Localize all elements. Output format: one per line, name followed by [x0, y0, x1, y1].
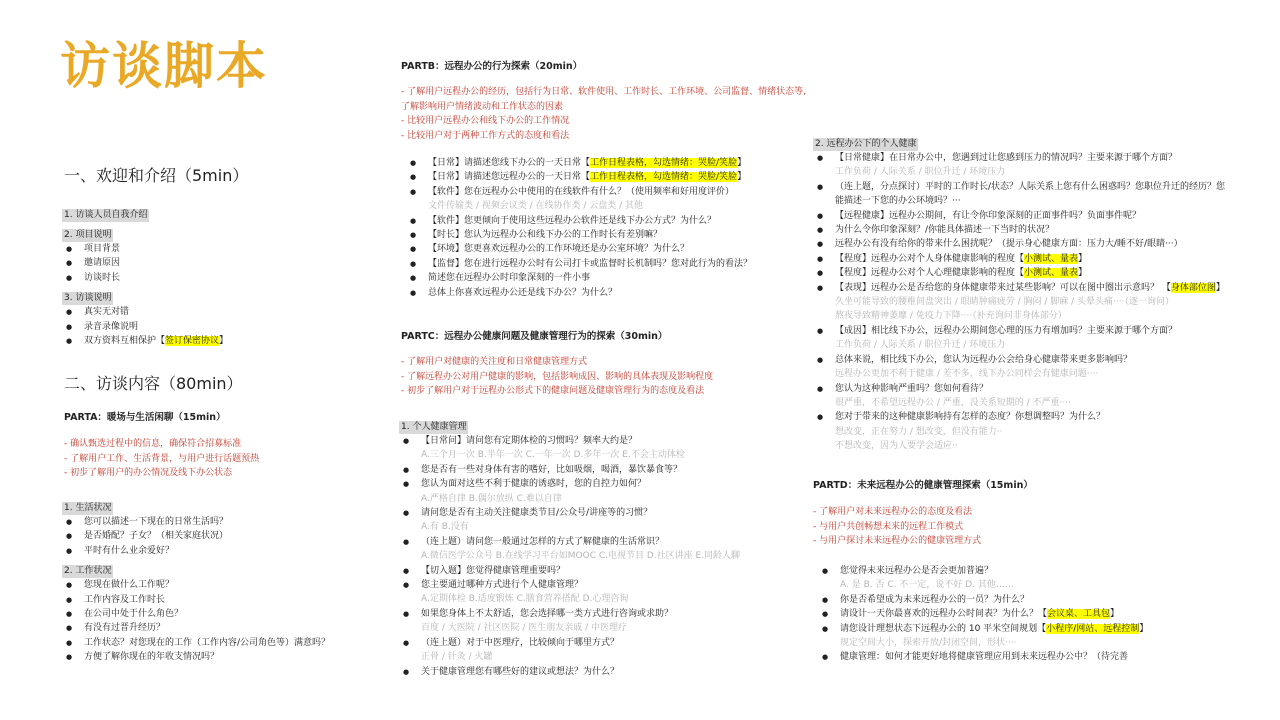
- item-text: 有没有过晋升经历？: [84, 623, 166, 634]
- hint-line: 工作负荷 / 人际关系 / 职位升迁 / 环境压力: [835, 340, 1006, 351]
- partb-goals: [401, 85, 806, 143]
- list-item: [62, 320, 372, 334]
- item-text: 邀请原因: [84, 258, 121, 269]
- item-text: 【程度】远程办公对个人心理健康影响的程度【: [835, 268, 1025, 279]
- list-item: [399, 607, 809, 621]
- item-text: 关于健康管理您有哪些好的建议或想法？为什么？: [421, 666, 620, 677]
- bullet-list: [62, 578, 382, 664]
- list-item: [406, 170, 806, 184]
- item-text-tail: 】: [737, 172, 747, 183]
- goal-line: - 比较用户远程办公和线下办公的工作情况: [401, 116, 570, 126]
- list-item: [399, 665, 809, 679]
- list-item: [818, 564, 1273, 578]
- hint-line: 文件传输类 / 视频会议类 / 在线协作类 / 云盘类 / 其他: [428, 201, 644, 212]
- item-text: 你是否希望成为未来远程办公的一员？为什么？: [840, 594, 1030, 605]
- item-text: 【日常】请描述您线下办公的一天日常【: [428, 158, 591, 168]
- list-item: [813, 266, 1273, 280]
- list-item: [818, 607, 1273, 621]
- item-text: 在公司中处于什么角色？: [84, 609, 184, 620]
- list-item: [399, 463, 809, 477]
- hint-line: A.严格自律 B.偶尔放纵 C.难以自律: [421, 493, 562, 504]
- item-text: 【日常健康】在日常办公中，您遇到过让您感到压力的情况吗？主要来源于哪个方面？: [835, 153, 1178, 163]
- goal-line: - 了解用户工作、生活背景，与用户进行话题预热: [64, 453, 260, 464]
- item-text: 是否婚配？子女？（相关家庭状况）: [84, 531, 229, 542]
- partb-title: PARTB：远程办公的行为探索（20min）: [401, 61, 583, 72]
- bullet-list: [62, 305, 372, 348]
- section-row: [399, 414, 809, 434]
- item-text: 平时有什么业余爱好？: [84, 545, 175, 556]
- item-text: 您是否有一些对身体有害的嗜好，比如吸烟，喝酒，暴饮暴食等？: [421, 464, 683, 475]
- list-item: [399, 434, 809, 448]
- item-text-tail: 】: [1078, 253, 1088, 264]
- bullet-list: [62, 515, 382, 558]
- list-item: [813, 180, 1273, 194]
- section-row: [62, 495, 382, 515]
- item-text-tail: 】: [1215, 282, 1225, 293]
- list-item: [62, 636, 382, 650]
- hint-line: A.定期体检 B.适度锻炼 C.膳食营养搭配 D.心理咨询: [421, 594, 629, 605]
- list-item: [62, 650, 382, 664]
- list-item: [813, 281, 1273, 295]
- item-text: 【切入题】您觉得健康管理重要吗？: [421, 565, 566, 576]
- partc-title: PARTC：远程办公健康问题及健康管理行为的探索（30min）: [401, 331, 668, 342]
- item-text: 双方资料互相保护【: [84, 336, 166, 347]
- list-item: [62, 256, 372, 270]
- item-text: 工作内容及工作时长: [84, 594, 166, 605]
- list-item: [813, 223, 1273, 237]
- highlight-tag: 小测试、量表: [1024, 253, 1079, 264]
- list-item: [399, 506, 809, 520]
- list-item: [399, 564, 809, 578]
- item-text: 【日常问】请问您有定期体检的习惯吗？频率大约是？: [421, 436, 638, 446]
- hint-line: 不想改变，因为人要学会适应··: [835, 441, 958, 452]
- goal-line: - 了解用户远程办公的经历，包括行为日常、软件使用、工作时长、工作环境、公司监督、情绪状态等,: [401, 87, 806, 97]
- partc-goals: [401, 355, 713, 399]
- goal-line: - 初步了解用户的办公情况及线下办公状态: [64, 468, 233, 478]
- parta-list: [62, 495, 382, 665]
- highlight-tag: 会议桌、工具包: [1047, 609, 1111, 620]
- goal-line: - 比较用户对于两种工作方式的态度和看法: [401, 130, 570, 141]
- item-text: （连上题）请问您一般通过怎样的方式了解健康的生活常识？: [421, 536, 665, 547]
- page-title: 访谈脚本: [60, 37, 268, 95]
- item-text: 请问您是否有主动关注健康类节目/公众号/讲座等的习惯？: [421, 508, 653, 519]
- item-text: 远程办公有没有给你的带来什么困扰呢？（提示身心健康方面：压力大/睡不好/眼睛···）: [835, 239, 1183, 250]
- list-item: [399, 477, 809, 491]
- section-label: 1. 访谈人员自我介绍: [64, 210, 148, 220]
- list-item: [818, 622, 1273, 636]
- section-label: 2. 远程办公下的个人健康: [815, 139, 917, 149]
- section-label: 3. 访谈说明: [64, 293, 112, 304]
- item-text: 健康管理：如何才能更好地将健康管理应用到未来远程办公中？（待完善: [840, 652, 1129, 663]
- item-text: 真实无对错: [84, 307, 130, 318]
- item-text: 【软件】您在远程办公中使用的在线软件有什么？（使用频率和好用度评价）: [428, 186, 735, 197]
- list-item: [62, 271, 372, 285]
- highlight-tag: 工作日程表格，勾选情绪：哭脸/笑脸: [590, 172, 738, 183]
- item-text: 为什么令你印象深刻？/你能具体描述一下当时的状况？: [835, 225, 1055, 236]
- item-text: 【软件】您更倾向于使用这些远程办公软件还是线下办公方式？为什么？: [428, 215, 717, 226]
- section1-heading: 一、欢迎和介绍（5min）: [64, 166, 249, 185]
- item-text: 请设计一天你最喜欢的远程办公时间表？为什么？【: [840, 609, 1048, 620]
- item-text: 【监督】您在进行远程办公时有公司打卡或监督时长机制吗？您对此行为的看法？: [428, 258, 753, 269]
- section1-list: [62, 202, 372, 348]
- list-item: [406, 185, 806, 199]
- item-text: 总体来说，相比线下办公，您认为远程办公会给身心健康带来更多影响吗？: [835, 354, 1133, 365]
- section-label: 1. 生活状况: [64, 503, 112, 513]
- list-item: [62, 334, 372, 348]
- item-text-tail: 】: [1139, 623, 1149, 634]
- hint-line: A.三个月一次 B.半年一次 C.一年一次 D.多年一次 E.不会主动体检: [421, 450, 685, 461]
- item-text: 简述您在远程办公时印象深刻的一件小事: [428, 273, 591, 284]
- hint-line: A.微信医学公众号 B.在线学习平台如MOOC C.电视节目 D.社区讲座 E.同龄人聊: [421, 551, 741, 562]
- list-item: [818, 593, 1273, 607]
- item-text: 【环境】您更喜欢远程办公的工作环境还是办公室环境？为什么？: [428, 244, 690, 255]
- section2-heading: 二、访谈内容（80min）: [64, 374, 243, 393]
- hint-line: 远程办公更加不利于健康 / 差不多，线下办公同样会有健康问题····: [835, 369, 1099, 380]
- list-item: [62, 607, 382, 621]
- list-item: [62, 593, 382, 607]
- list-item: [813, 237, 1273, 251]
- goal-line: - 确认甄选过程中的信息，确保符合招募标准: [64, 439, 242, 449]
- hint-line: 很严重，不希望远程办公 / 严重，没关系短期的 / 不严重····: [835, 397, 1071, 408]
- list-item: [62, 242, 372, 256]
- item-text: 【日常】请描述您远程办公的一天日常【: [428, 172, 591, 183]
- item-text: 【成因】相比线下办公，远程办公期间您心理的压力有增加吗？主要来源于哪个方面？: [835, 325, 1178, 336]
- bullet-list: [406, 156, 806, 300]
- list-item: [406, 214, 806, 228]
- parta-goals: [64, 437, 259, 481]
- list-item: [399, 636, 809, 650]
- item-text: 您认为面对这些不利于健康的诱惑时，您的自控力如何？: [421, 479, 647, 490]
- highlight-tag: 小程序/网站、远程控制: [1046, 623, 1140, 634]
- section-row: [62, 558, 382, 578]
- item-text-tail: 】: [1110, 609, 1120, 620]
- partd-title: PARTD：未来远程办公的健康管理探索（15min）: [813, 480, 1033, 491]
- item-text: 【表现】远程办公是否给您的身体健康带来过某些影响？可以在图中圈出示意吗？ 【: [835, 282, 1171, 293]
- list-item: [406, 228, 806, 242]
- item-text: 工作状态？对您现在的工作（工作内容/公司角色等）满意吗？: [84, 637, 331, 648]
- highlight-tag: 工作日程表格，勾选情绪：哭脸/笑脸: [590, 158, 738, 168]
- highlight-tag: 身体部位图: [1170, 282, 1216, 293]
- item-text: （连上题，分点探讨）平时的工作时长/状态？人际关系上您有什么困惑吗？您职位升迁的经历？您: [835, 181, 1226, 192]
- hint-line: A.有 B.没有: [421, 522, 469, 533]
- section-label: 1. 个人健康管理: [401, 422, 467, 432]
- item-text: 【远程健康】远程办公期间，有让令你印象深刻的正面事件吗？负面事件呢？: [835, 210, 1142, 221]
- section-label: 2. 工作状况: [64, 566, 112, 577]
- partd-goals: [813, 505, 981, 549]
- item-text: 【时长】您认为远程办公和线下办公的工作时长有差别嘛？: [428, 230, 663, 241]
- highlight-tag: 小测试、量表: [1024, 268, 1079, 279]
- item-text-tail: 】: [219, 336, 229, 347]
- item-text: 总体上你喜欢远程办公还是线下办公？为什么？: [428, 287, 618, 298]
- list-item: [62, 305, 372, 319]
- bullet-list: [399, 434, 809, 679]
- list-item: [813, 382, 1273, 396]
- section-row: [813, 131, 1273, 151]
- list-item: [406, 286, 806, 300]
- list-item: [406, 242, 806, 256]
- list-item: [62, 515, 382, 529]
- hint-line: 久坐可能导致的腰椎间盘突出 / 眼睛肿痛疲劳 / 胸闷 / 脚麻 / 头晕头痛····（逐一询问）: [835, 297, 1174, 308]
- item-text: 您可以描述一下现在的日常生活吗？: [84, 517, 229, 527]
- goal-line: - 与用户共创畅想未来的远程工作模式: [813, 521, 964, 532]
- section-label: 2. 项目说明: [64, 230, 112, 240]
- section-row: [62, 285, 372, 305]
- hint-line: 百度 / 大医院 / 社区医院 / 医生朋友亲戚 / 中医理疗: [421, 623, 628, 634]
- item-text: 方便了解你现在的年收支情况吗？: [84, 652, 220, 663]
- goal-line: - 初步了解用户对于远程办公形式下的健康问题及健康管理行为的态度及看法: [401, 386, 705, 396]
- hint-line: 想改变，正在努力 / 想改变，但没有能力··: [835, 426, 1003, 437]
- list-item: [399, 578, 809, 592]
- list-item: [62, 578, 382, 592]
- bullet-list: [62, 242, 372, 285]
- section-row: [62, 202, 372, 222]
- item-text: 您对于带来的这种健康影响持有怎样的态度？你想调整吗？为什么？: [835, 412, 1106, 423]
- list-item: [406, 271, 806, 285]
- item-text: 您现在做什么工作呢？: [84, 580, 175, 591]
- item-text: 录音录像说明: [84, 321, 139, 332]
- list-item: [399, 535, 809, 549]
- item-text: 【程度】远程办公对个人身体健康影响的程度【: [835, 253, 1025, 264]
- goal-line: - 与用户探讨未来远程办公的健康管理方式: [813, 536, 982, 546]
- continuation-line: 能描述一下您的办公环境吗？···: [835, 196, 961, 207]
- item-text-tail: 】: [1078, 268, 1088, 279]
- hint-line: 熬夜导致精神萎靡 / 免疫力下降····（补充询问非身体部分）: [835, 311, 1067, 322]
- goal-line: - 了解远程办公对用户健康的影响，包括影响成因、影响的具体表现及影响程度: [401, 371, 714, 382]
- item-text: （连上题）对于中医理疗，比较倾向于哪里方式？: [421, 637, 620, 648]
- hint-line: A. 是 B. 否 C. 不一定，说不好 D. 其他……: [840, 580, 1014, 591]
- partb-list: [406, 156, 806, 300]
- goal-line: - 了解用户对未来远程办公的态度及看法: [813, 507, 973, 517]
- list-item: [62, 544, 382, 558]
- list-item: [813, 324, 1273, 338]
- list-item: [813, 209, 1273, 223]
- goal-line: 了解影响用户情绪波动和工作状态的因素: [401, 101, 564, 112]
- hint-line: 工作负荷 / 人际关系 / 职位升迁 / 环境压力: [835, 167, 1006, 178]
- hint-line: 正骨 / 针灸 / 火罐: [421, 652, 493, 663]
- list-item: [406, 257, 806, 271]
- item-text: 请您设计理想状态下远程办公的 10 平米空间规划【: [840, 623, 1047, 634]
- partc-list: [399, 414, 809, 679]
- bullet-list: [813, 151, 1273, 454]
- list-item: [813, 252, 1273, 266]
- hint-line: 规定空间大小，探索开放/封闭空间，形状····: [840, 638, 1017, 649]
- item-text: 您主要通过哪种方式进行个人健康管理？: [421, 580, 584, 591]
- section-row: [62, 222, 372, 242]
- bullet-list: [818, 564, 1273, 665]
- list-item: [62, 621, 382, 635]
- item-text: 您认为这种影响严重吗？您如何看待？: [835, 383, 989, 394]
- highlight-tag: 签订保密协议: [165, 336, 220, 347]
- list-item: [813, 151, 1273, 165]
- list-item: [62, 529, 382, 543]
- item-text: 如果您身体上不太舒适，您会选择哪一类方式进行咨询或求助？: [421, 608, 674, 619]
- list-item: [813, 353, 1273, 367]
- goal-line: - 了解用户对健康的关注度和日常健康管理方式: [401, 357, 588, 367]
- partd-list: [818, 564, 1273, 665]
- list-item: [406, 156, 806, 170]
- list-item: [813, 410, 1273, 424]
- item-text: 您觉得未来远程办公是否会更加普遍？: [840, 566, 994, 576]
- item-text: 项目背景: [84, 244, 121, 254]
- item-text-tail: 】: [737, 158, 747, 168]
- list-item: [818, 650, 1273, 664]
- parta-title: PARTA：暖场与生活闲聊（15min）: [64, 412, 226, 423]
- right-list: [813, 131, 1273, 454]
- item-text: 访谈时长: [84, 272, 121, 283]
